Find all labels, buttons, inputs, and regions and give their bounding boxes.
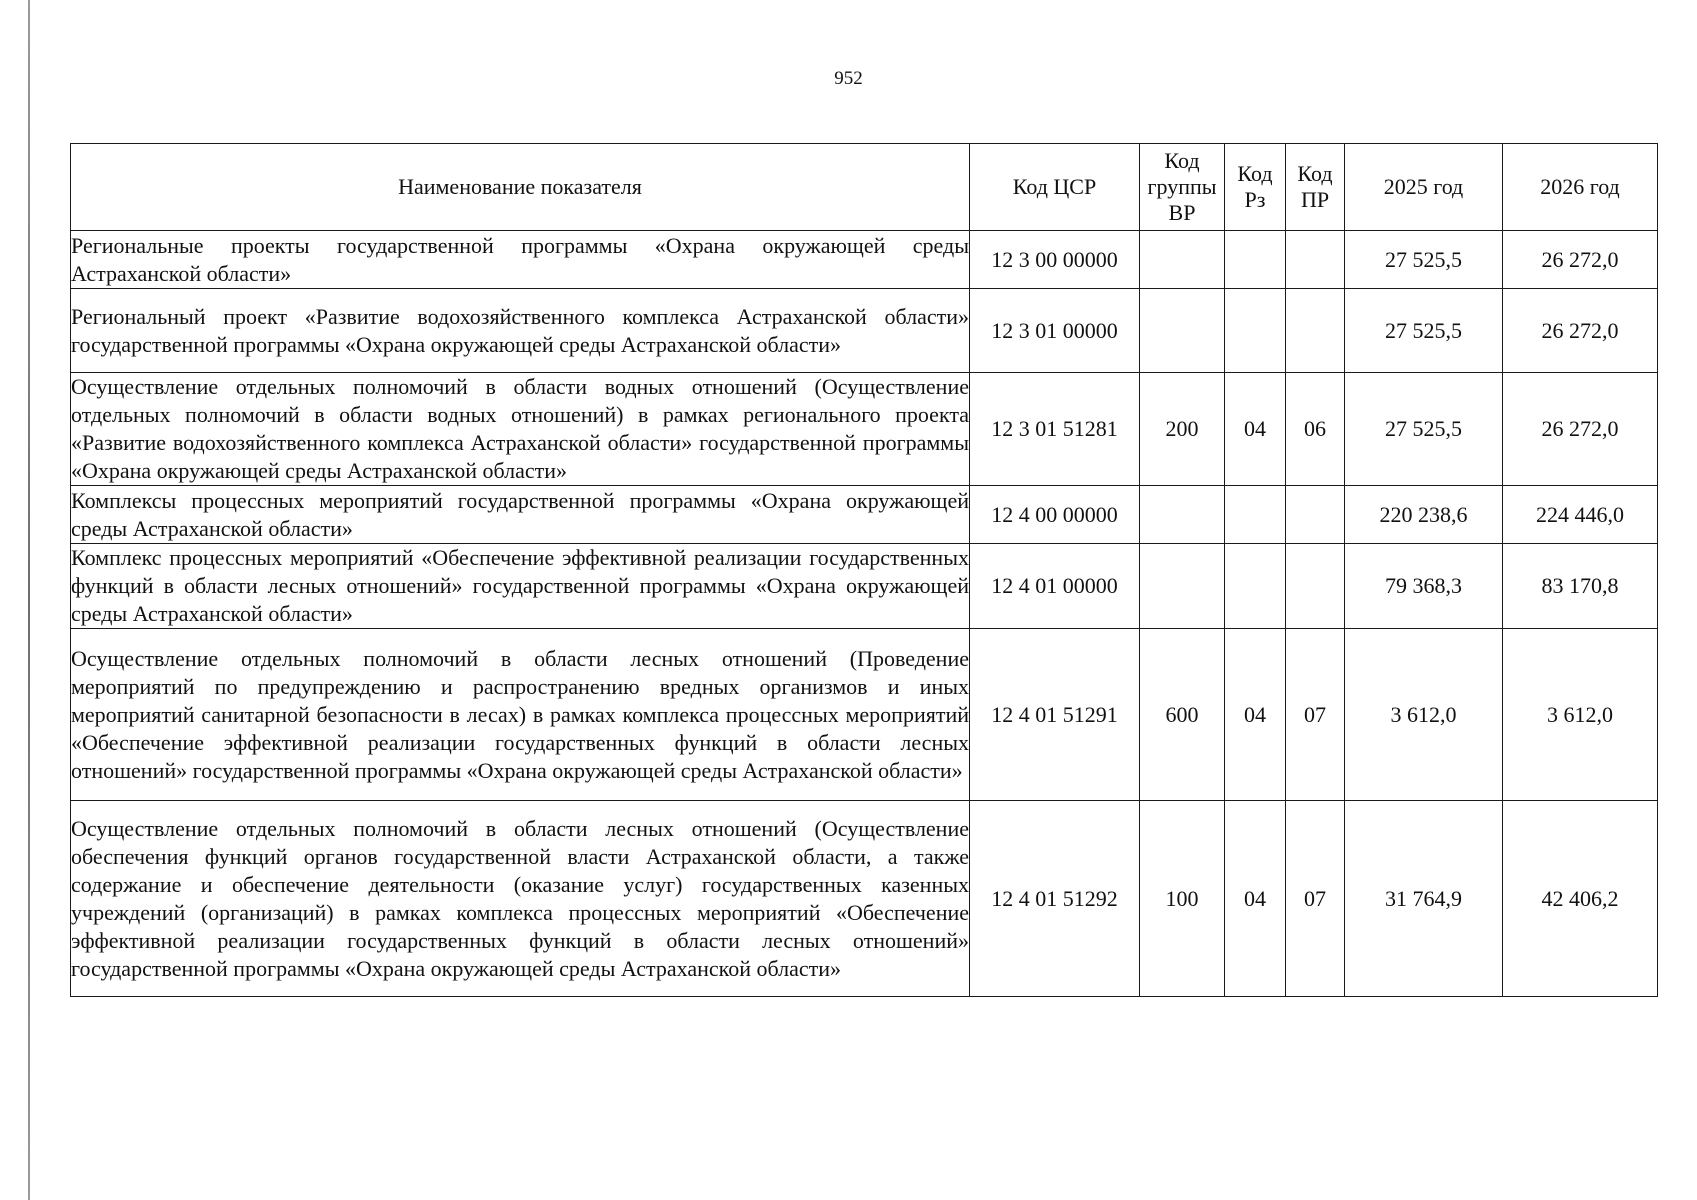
row-csr: 12 4 01 00000 <box>970 544 1140 629</box>
row-name: Региональные проекты государственной программы «Охрана окружающей среды Астраханской области» <box>71 231 970 289</box>
row-name: Осуществление отдельных полномочий в области водных отношений (Осуществление отдельных полномочий в области водных отношений) в рамках регионального проекта «Развитие водохозяйственного комплекса Астраханской области» государственной программы «Охрана окружающей среды Астраханской области» <box>71 373 970 486</box>
row-2025: 27 525,5 <box>1345 289 1503 373</box>
row-pr: 07 <box>1286 629 1345 801</box>
table-row <box>71 486 1658 544</box>
row-2025: 27 525,5 <box>1345 231 1503 289</box>
row-csr: 12 4 01 51292 <box>970 801 1140 997</box>
row-vr: 600 <box>1140 629 1225 801</box>
row-vr <box>1140 289 1225 373</box>
row-name: Региональный проект «Развитие водохозяйственного комплекса Астраханской области» государственной программы «Охрана окружающей среды Астраханской области» <box>71 289 970 373</box>
row-2025: 79 368,3 <box>1345 544 1503 629</box>
row-vr <box>1140 231 1225 289</box>
row-csr: 12 4 00 00000 <box>970 486 1140 544</box>
table-row <box>71 289 1658 373</box>
row-name: Комплекс процессных мероприятий «Обеспечение эффективной реализации государственных функций в области лесных отношений» государственной программы «Охрана окружающей среды Астраханской области» <box>71 544 970 629</box>
row-csr: 12 3 01 51281 <box>970 373 1140 486</box>
row-2026: 26 272,0 <box>1503 373 1658 486</box>
row-rz: 04 <box>1225 801 1286 997</box>
table-row <box>71 373 1658 486</box>
row-rz <box>1225 289 1286 373</box>
row-pr <box>1286 544 1345 629</box>
row-2025: 220 238,6 <box>1345 486 1503 544</box>
row-2026: 26 272,0 <box>1503 231 1658 289</box>
row-pr <box>1286 231 1345 289</box>
table-row <box>71 801 1658 997</box>
row-vr <box>1140 486 1225 544</box>
row-name: Комплексы процессных мероприятий государственной программы «Охрана окружающей среды Астраханской области» <box>71 486 970 544</box>
header-rz: Код Рз <box>1225 144 1286 231</box>
row-rz <box>1225 486 1286 544</box>
row-rz <box>1225 544 1286 629</box>
row-pr <box>1286 486 1345 544</box>
table-row <box>71 544 1658 629</box>
row-2026: 3 612,0 <box>1503 629 1658 801</box>
header-pr: Код ПР <box>1286 144 1345 231</box>
table-row <box>71 629 1658 801</box>
row-2026: 26 272,0 <box>1503 289 1658 373</box>
row-name: Осуществление отдельных полномочий в области лесных отношений (Осуществление обеспечения функций органов государственной власти Астраханской области, а также содержание и обеспечение деятельности (оказание услуг) государственных казенных учреждений (организаций) в рамках комплекса процессных мероприятий «Обеспечение эффективной реализации государственных функций в области лесных отношений» государственной программы «Охрана окружающей среды Астраханской области» <box>71 801 970 997</box>
row-vr <box>1140 544 1225 629</box>
row-csr: 12 3 00 00000 <box>970 231 1140 289</box>
row-vr: 100 <box>1140 801 1225 997</box>
row-csr: 12 3 01 00000 <box>970 289 1140 373</box>
row-2026: 83 170,8 <box>1503 544 1658 629</box>
budget-table <box>70 143 1658 997</box>
row-pr <box>1286 289 1345 373</box>
row-name: Осуществление отдельных полномочий в области лесных отношений (Проведение мероприятий по предупреждению и распространению вредных организмов и иных мероприятий санитарной безопасности в лесах) в рамках комплекса процессных мероприятий «Обеспечение эффективной реализации государственных функций в области лесных отношений» государственной программы «Охрана окружающей среды Астраханской области» <box>71 629 970 801</box>
page-left-edge <box>28 0 30 1200</box>
row-2025: 3 612,0 <box>1345 629 1503 801</box>
row-pr: 07 <box>1286 801 1345 997</box>
page-number: 952 <box>834 68 863 89</box>
header-vr: Код группы ВР <box>1140 144 1225 231</box>
row-2026: 42 406,2 <box>1503 801 1658 997</box>
row-csr: 12 4 01 51291 <box>970 629 1140 801</box>
row-pr: 06 <box>1286 373 1345 486</box>
header-2026: 2026 год <box>1503 144 1658 231</box>
header-name: Наименование показателя <box>71 144 970 231</box>
row-2025: 31 764,9 <box>1345 801 1503 997</box>
row-rz: 04 <box>1225 629 1286 801</box>
table-header-row <box>71 144 1658 231</box>
row-vr: 200 <box>1140 373 1225 486</box>
row-rz <box>1225 231 1286 289</box>
table-row <box>71 231 1658 289</box>
header-2025: 2025 год <box>1345 144 1503 231</box>
row-rz: 04 <box>1225 373 1286 486</box>
row-2026: 224 446,0 <box>1503 486 1658 544</box>
row-2025: 27 525,5 <box>1345 373 1503 486</box>
header-csr: Код ЦСР <box>970 144 1140 231</box>
